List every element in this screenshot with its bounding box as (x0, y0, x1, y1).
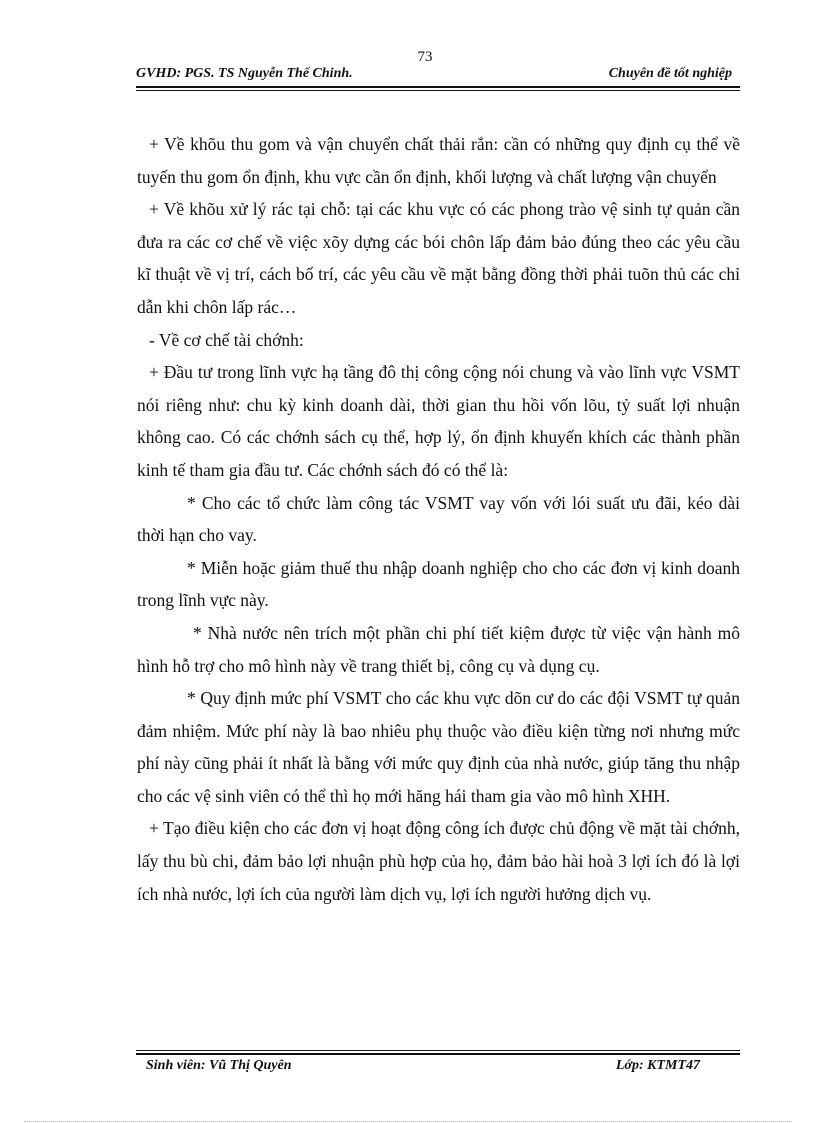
paragraph-financial-mechanism: - Về cơ chế tài chớnh: (149, 329, 304, 350)
header-rule-thick (136, 86, 740, 88)
header-document-type: Chuyên đề tốt nghiệp (608, 66, 732, 81)
page-header (136, 66, 740, 86)
footer-student: Sinh viên: Vũ Thị Quyên (146, 1058, 292, 1073)
header-supervisor: GVHD: PGS. TS Nguyễn Thế Chinh. (136, 66, 353, 81)
paragraph-tax-exemption: * Miễn hoặc giảm thuế thu nhập doanh nghiệp cho cho các đơn vị kinh doanh trong lĩnh vực này. (137, 557, 740, 611)
header-rule-thin (136, 90, 740, 91)
page-bottom-divider (24, 1121, 792, 1122)
page-footer (136, 1058, 740, 1080)
paragraph-onsite-treatment: + Về khõu xử lý rác tại chỗ: tại các khu vực có các phong trào vệ sinh tự quản cần đưa ra các cơ chế về việc xõy dựng các bói chôn lấp đảm bảo đúng theo các yêu cầu kĩ thuật về vị trí, cách bố trí, các yêu cầu về mặt bằng đồng thời phải tuõn thủ các chỉ dẫn khi chôn lấp rác… (137, 199, 740, 317)
paragraph-investment: + Đầu tư trong lĩnh vực hạ tầng đô thị công cộng nói chung và vào lĩnh vực VSMT nói riêng như: chu kỳ kinh doanh dài, thời gian thu hồi vốn lõu, tỷ suất lợi nhuận không cao. Có các chớnh sách cụ thể, hợp lý, ổn định khuyến khích các thành phần kinh tế tham gia đầu tư. Các chớnh sách đó có thể là: (137, 362, 740, 480)
footer-rule-thin (136, 1050, 740, 1051)
paragraph-public-service-units: + Tạo điều kiện cho các đơn vị hoạt động công ích được chủ động về mặt tài chớnh, lấy thu bù chi, đảm bảo lợi nhuận phù hợp của họ, đảm bảo hài hoà 3 lợi ích đó là lợi ích nhà nước, lợi ích của người làm dịch vụ, lợi ích người hưởng dịch vụ. (137, 818, 740, 904)
paragraph-collection-transport: + Về khõu thu gom và vận chuyển chất thải rắn: cần có những quy định cụ thể về tuyến thu gom ổn định, khu vực cần ổn định, khối lượng và chất lượng vận chuyển (137, 134, 740, 187)
footer-rule-thick (136, 1053, 740, 1055)
paragraph-cost-savings: * Nhà nước nên trích một phần chi phí tiết kiệm được từ việc vận hành mô hình hỗ trợ cho mô hình này về trang thiết bị, công cụ và dụng cụ. (137, 622, 740, 676)
paragraph-preferential-loans: * Cho các tổ chức làm công tác VSMT vay vốn với lói suất ưu đãi, kéo dài thời hạn cho vay. (137, 492, 740, 546)
paragraph-fee-regulation: * Quy định mức phí VSMT cho các khu vực dõn cư do các đội VSMT tự quản đảm nhiệm. Mức phí này là bao nhiêu phụ thuộc vào điều kiện từng nơi nhưng mức phí này cũng phải ít nhất là bằng với mức quy định của nhà nước, giúp tăng thu nhập cho các vệ sinh viên có thể thì họ mới hăng hái tham gia vào mô hình XHH. (137, 688, 740, 806)
document-body (137, 128, 740, 910)
page-number: 73 (417, 49, 433, 65)
footer-class: Lớp: KTMT47 (615, 1058, 700, 1073)
